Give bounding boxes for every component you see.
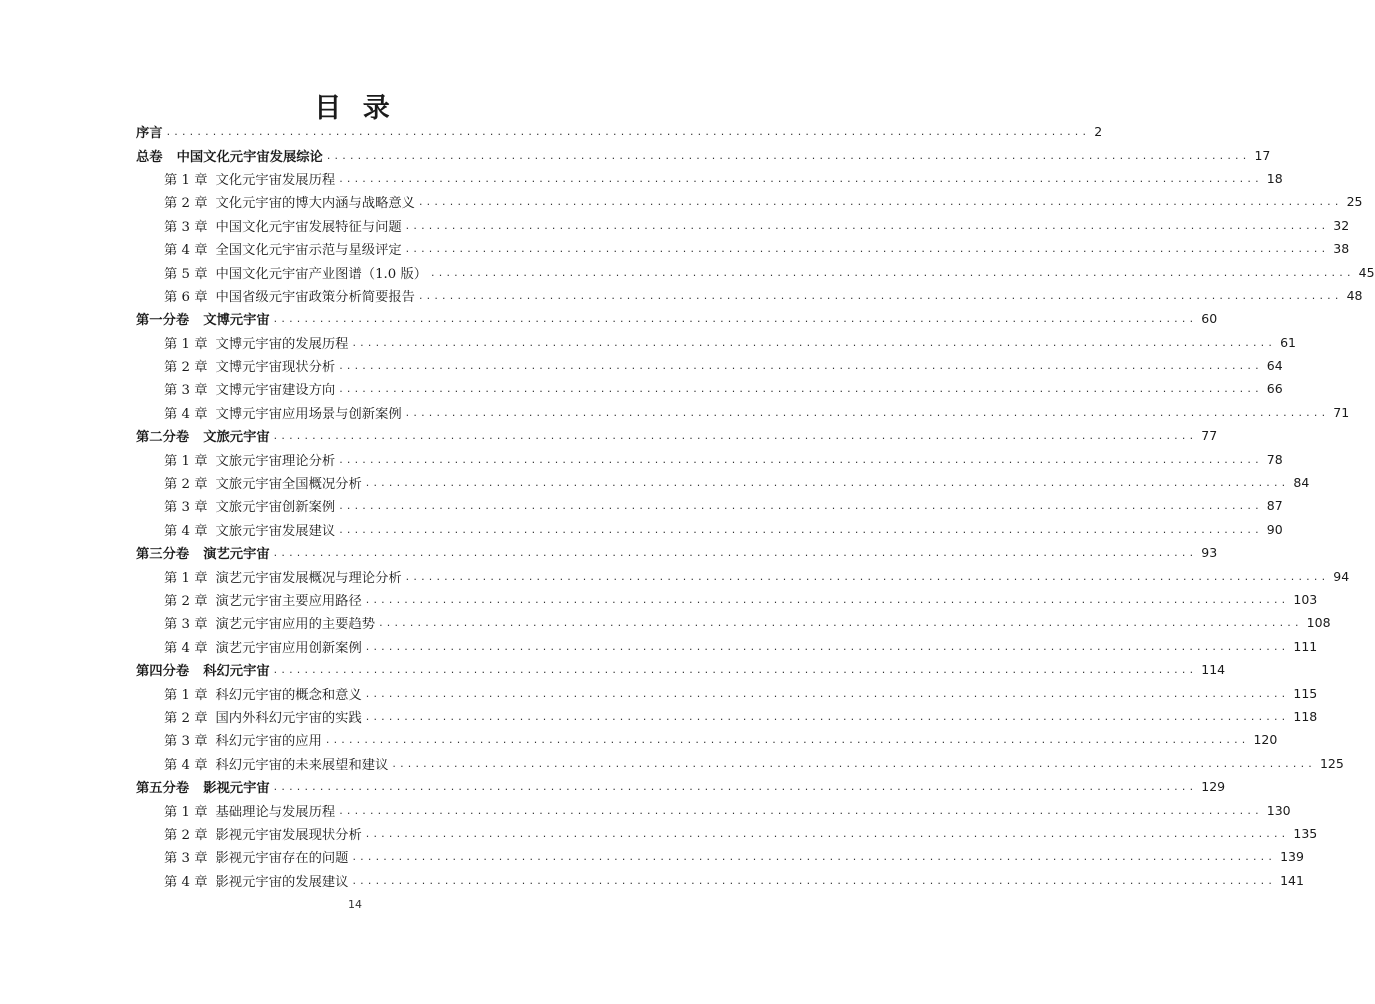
entry-page-number: 38	[1333, 241, 1350, 257]
entry-page-number: 84	[1293, 475, 1310, 491]
entry-page-number: 141	[1280, 872, 1304, 888]
toc-chapter-entry[interactable]	[136, 237, 1350, 260]
entry-label	[164, 450, 335, 469]
entry-prefix: 第 5 章	[164, 266, 208, 282]
entry-title: 文旅元宇宙创新案例	[215, 500, 336, 516]
entry-prefix: 第二分卷	[136, 430, 190, 446]
entry-label	[164, 263, 427, 282]
entry-prefix: 第 4 章	[164, 640, 208, 656]
entry-page-number: 32	[1333, 217, 1350, 233]
dot-leader: ........................................................................................................................	[365, 593, 1290, 606]
dot-leader: ........................................................................................................................	[352, 873, 1277, 887]
entry-prefix: 第 2 章	[164, 827, 208, 843]
entry-page-number: 87	[1266, 498, 1283, 514]
entry-label	[164, 520, 335, 539]
entry-prefix: 第 4 章	[164, 243, 208, 259]
entry-page-number: 111	[1293, 638, 1318, 654]
entry-prefix: 第四分卷	[136, 664, 190, 680]
toc-chapter-entry[interactable]	[136, 611, 1331, 634]
entry-label	[164, 496, 335, 515]
entry-title: 文博元宇宙	[203, 313, 270, 329]
entry-label	[164, 824, 362, 843]
dot-leader: ........................................................................................................................	[352, 335, 1277, 349]
entry-page-number: 60	[1201, 311, 1218, 327]
entry-label	[164, 801, 335, 820]
toc-volume-entry[interactable]	[136, 658, 1226, 681]
entry-page-number: 108	[1306, 615, 1331, 631]
dot-leader: ........................................................................................................................	[365, 476, 1290, 490]
toc-chapter-entry[interactable]	[136, 167, 1283, 190]
entry-label	[164, 684, 362, 703]
dot-leader: ........................................................................................................................	[431, 265, 1355, 279]
entry-title: 科幻元宇宙的应用	[215, 734, 322, 750]
toc-chapter-entry[interactable]	[136, 284, 1363, 307]
entry-label	[164, 356, 335, 375]
entry-title: 影视元宇宙发展现状分析	[215, 827, 362, 843]
entry-page-number: 64	[1266, 358, 1283, 374]
entry-prefix: 第 1 章	[164, 570, 208, 586]
entry-label	[136, 309, 270, 328]
entry-page-number: 45	[1358, 264, 1375, 280]
entry-page-number: 135	[1293, 825, 1318, 841]
entry-title: 国内外科幻元宇宙的实践	[215, 710, 362, 726]
entry-page-number: 2	[1094, 124, 1103, 140]
entry-page-number: 48	[1346, 287, 1363, 303]
entry-label	[164, 730, 322, 749]
toc-chapter-entry[interactable]	[136, 705, 1318, 728]
dot-leader: ........................................................................................................................	[405, 569, 1330, 583]
toc-chapter-entry[interactable]	[136, 401, 1350, 424]
entry-prefix: 第 2 章	[164, 360, 208, 376]
entry-page-number: 120	[1253, 732, 1278, 748]
entry-prefix: 第三分卷	[136, 547, 190, 563]
toc-chapter-entry[interactable]	[136, 822, 1318, 845]
dot-leader: ........................................................................................................................	[418, 288, 1343, 302]
entry-prefix: 第 3 章	[164, 383, 208, 399]
dot-leader: ........................................................................................................................	[418, 195, 1343, 209]
entry-label	[164, 216, 402, 235]
entry-title: 科幻元宇宙的未来展望和建议	[215, 757, 389, 773]
entry-title: 文旅元宇宙	[203, 430, 270, 446]
entry-page-number: 25	[1346, 194, 1363, 210]
entry-title: 演艺元宇宙	[203, 547, 270, 563]
toc-volume-entry[interactable]	[136, 307, 1218, 330]
entry-page-number: 129	[1201, 779, 1226, 795]
entry-prefix: 第 1 章	[164, 804, 208, 820]
entry-prefix: 总卷	[136, 149, 163, 165]
toc-title: 目 录	[314, 93, 396, 124]
entry-page-number: 66	[1266, 381, 1283, 397]
dot-leader: ........................................................................................................................	[405, 405, 1330, 419]
entry-page-number: 77	[1201, 428, 1218, 444]
entry-prefix: 第 2 章	[164, 196, 208, 212]
entry-page-number: 61	[1280, 334, 1296, 350]
table-of-contents	[136, 120, 1375, 892]
entry-prefix: 第 1 章	[164, 453, 208, 469]
dot-leader: ........................................................................................................................	[365, 686, 1290, 700]
entry-page-number: 114	[1201, 662, 1226, 678]
dot-leader: ........................................................................................................................	[339, 382, 1263, 396]
entry-prefix: 第五分卷	[136, 781, 190, 797]
entry-page-number: 125	[1319, 755, 1344, 771]
entry-title: 文博元宇宙现状分析	[215, 360, 336, 376]
entry-title: 文博元宇宙应用场景与创新案例	[215, 406, 402, 422]
entry-prefix: 第 3 章	[164, 734, 208, 750]
toc-chapter-entry[interactable]	[136, 494, 1283, 517]
entry-page-number: 139	[1280, 849, 1304, 865]
toc-chapter-entry[interactable]	[136, 447, 1283, 470]
entry-title: 演艺元宇宙应用创新案例	[215, 640, 362, 656]
entry-title: 影视元宇宙的发展建议	[215, 874, 349, 890]
entry-prefix: 第 1 章	[164, 687, 208, 703]
entry-prefix: 第 1 章	[164, 172, 208, 188]
entry-page-number: 94	[1333, 568, 1350, 584]
entry-label	[164, 613, 375, 632]
dot-leader: ........................................................................................................................	[326, 148, 1251, 162]
entry-title: 中国文化元宇宙产业图谱（1.0 版）	[215, 266, 428, 282]
dot-leader: ........................................................................................................................	[273, 663, 1198, 677]
dot-leader: ........................................................................................................................	[352, 850, 1277, 864]
entry-title: 基础理论与发展历程	[215, 804, 336, 820]
entry-title: 文化元宇宙的博大内涵与战略意义	[215, 196, 415, 212]
toc-chapter-entry[interactable]	[136, 190, 1363, 213]
entry-title: 科幻元宇宙	[203, 664, 270, 680]
entry-prefix: 第 3 章	[164, 851, 208, 867]
entry-title: 中国省级元宇宙政策分析简要报告	[215, 289, 415, 305]
dot-leader: ........................................................................................................................	[365, 639, 1290, 653]
entry-title: 影视元宇宙存在的问题	[215, 851, 349, 867]
entry-title: 演艺元宇宙发展概况与理论分析	[215, 570, 402, 586]
entry-prefix: 序言	[136, 126, 163, 142]
entry-page-number: 130	[1266, 802, 1291, 818]
toc-chapter-entry[interactable]	[136, 869, 1304, 892]
entry-label	[136, 146, 323, 165]
dot-leader: ........................................................................................................................	[273, 429, 1198, 443]
entry-prefix: 第 2 章	[164, 594, 208, 609]
entry-page-number: 103	[1293, 592, 1318, 607]
entry-label	[136, 122, 163, 141]
entry-title: 文旅元宇宙发展建议	[215, 523, 336, 539]
dot-leader: ........................................................................................................................	[339, 452, 1263, 466]
entry-title: 科幻元宇宙的概念和意义	[215, 687, 362, 703]
entry-prefix: 第 1 章	[164, 336, 208, 352]
toc-chapter-entry[interactable]	[136, 354, 1283, 377]
entry-title: 全国文化元宇宙示范与星级评定	[215, 243, 402, 259]
entry-title: 中国文化元宇宙发展综论	[176, 149, 323, 165]
entry-label	[164, 169, 335, 188]
dot-leader: ........................................................................................................................	[405, 218, 1330, 232]
dot-leader: ........................................................................................................................	[273, 312, 1198, 326]
entry-page-number: 71	[1333, 404, 1350, 420]
dot-leader: ........................................................................................................................	[273, 546, 1198, 560]
entry-label	[136, 660, 270, 679]
toc-volume-entry[interactable]	[136, 424, 1218, 447]
entry-label	[164, 239, 402, 258]
entry-prefix: 第 4 章	[164, 874, 208, 890]
entry-label	[164, 707, 362, 726]
toc-chapter-entry[interactable]	[136, 260, 1375, 283]
toc-chapter-entry[interactable]	[136, 518, 1283, 541]
dot-leader: ........................................................................................................................	[365, 709, 1290, 723]
entry-label	[164, 473, 362, 492]
dot-leader: ........................................................................................................................	[339, 359, 1263, 373]
toc-volume-entry[interactable]	[136, 143, 1271, 166]
entry-prefix: 第 4 章	[164, 523, 208, 539]
entry-label	[164, 567, 402, 586]
toc-chapter-entry[interactable]	[136, 588, 1318, 611]
toc-chapter-entry[interactable]	[136, 331, 1296, 354]
dot-leader: ........................................................................................................................	[273, 780, 1198, 794]
entry-title: 影视元宇宙	[203, 781, 270, 797]
toc-volume-entry[interactable]	[136, 120, 1103, 143]
entry-label	[136, 426, 270, 445]
toc-chapter-entry[interactable]	[136, 214, 1350, 237]
entry-prefix: 第 4 章	[164, 757, 208, 773]
toc-chapter-entry[interactable]	[136, 752, 1344, 775]
entry-title: 文博元宇宙的发展历程	[215, 336, 349, 352]
dot-leader: ........................................................................................................................	[365, 826, 1290, 840]
entry-label	[164, 754, 388, 773]
dot-leader: ........................................................................................................................	[339, 803, 1263, 817]
toc-chapter-entry[interactable]	[136, 845, 1304, 868]
entry-page-number: 17	[1254, 147, 1271, 163]
entry-prefix: 第 3 章	[164, 500, 208, 516]
dot-leader: ........................................................................................................................	[325, 733, 1250, 747]
entry-label	[136, 777, 270, 796]
toc-chapter-entry[interactable]	[136, 798, 1291, 821]
entry-page-number: 118	[1293, 708, 1318, 724]
dot-leader: ........................................................................................................................	[339, 499, 1263, 513]
entry-label	[164, 871, 348, 890]
toc-chapter-entry[interactable]	[136, 728, 1278, 751]
page-number: 14	[348, 898, 362, 911]
entry-page-number: 18	[1266, 170, 1283, 186]
entry-page-number: 115	[1293, 685, 1318, 701]
toc-chapter-entry[interactable]	[136, 635, 1318, 658]
dot-leader: ........................................................................................................................	[339, 171, 1263, 185]
entry-label	[136, 543, 270, 562]
toc-chapter-entry[interactable]	[136, 681, 1318, 704]
toc-chapter-entry[interactable]	[136, 564, 1350, 587]
entry-label	[164, 590, 362, 609]
dot-leader: ........................................................................................................................	[166, 125, 1091, 139]
toc-volume-entry[interactable]	[136, 541, 1218, 564]
entry-label	[164, 379, 335, 398]
toc-volume-entry[interactable]	[136, 775, 1226, 798]
entry-title: 中国文化元宇宙发展特征与问题	[215, 219, 402, 235]
entry-prefix: 第 2 章	[164, 477, 208, 493]
dot-leader: ........................................................................................................................	[405, 242, 1330, 256]
entry-label	[164, 192, 415, 211]
dot-leader: ........................................................................................................................	[392, 756, 1316, 770]
entry-page-number: 93	[1201, 545, 1218, 561]
toc-chapter-entry[interactable]	[136, 377, 1283, 400]
toc-chapter-entry[interactable]	[136, 471, 1310, 494]
entry-prefix: 第 6 章	[164, 289, 208, 305]
entry-page-number: 78	[1266, 451, 1283, 467]
entry-label	[164, 637, 362, 656]
entry-prefix: 第 3 章	[164, 617, 208, 633]
entry-label	[164, 333, 348, 352]
entry-label	[164, 403, 402, 422]
entry-title: 文旅元宇宙全国概况分析	[215, 477, 362, 493]
entry-title: 文化元宇宙发展历程	[215, 172, 336, 188]
entry-label	[164, 286, 415, 305]
entry-title: 演艺元宇宙应用的主要趋势	[215, 617, 376, 633]
entry-prefix: 第一分卷	[136, 313, 190, 329]
entry-prefix: 第 3 章	[164, 219, 208, 235]
entry-title: 文旅元宇宙理论分析	[215, 453, 336, 469]
entry-title: 演艺元宇宙主要应用路径	[215, 594, 362, 609]
entry-title: 文博元宇宙建设方向	[215, 383, 336, 399]
entry-label	[164, 847, 348, 866]
entry-page-number: 90	[1266, 521, 1283, 537]
entry-prefix: 第 2 章	[164, 710, 208, 726]
dot-leader: ........................................................................................................................	[379, 616, 1303, 630]
dot-leader: ........................................................................................................................	[339, 522, 1263, 536]
entry-prefix: 第 4 章	[164, 406, 208, 422]
